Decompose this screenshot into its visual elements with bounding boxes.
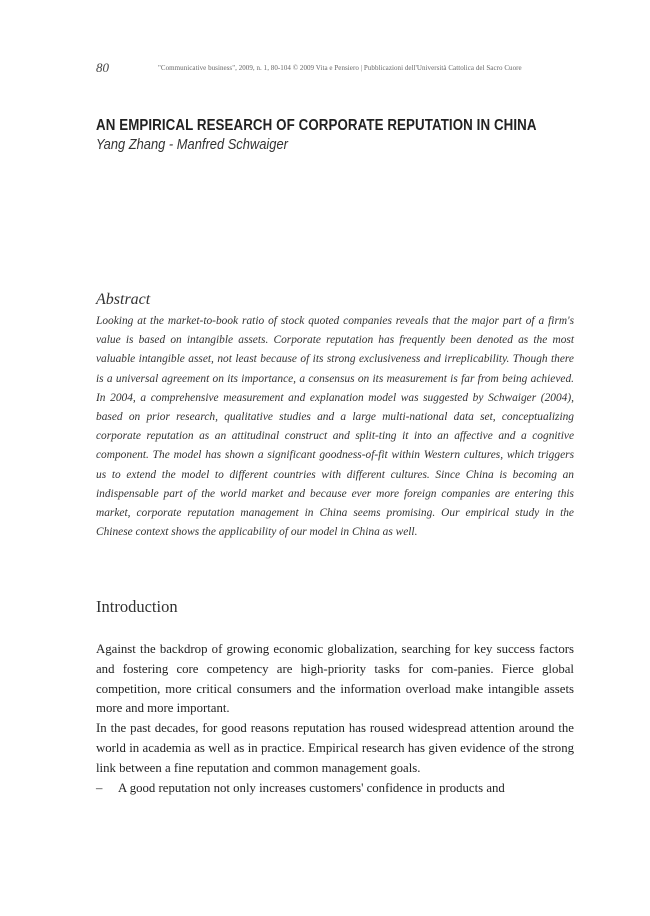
introduction-heading: Introduction [96,597,178,616]
abstract-heading: Abstract [96,291,151,308]
bullet-dash: – [96,780,103,795]
bullet-text: A good reputation not only increases customers' confidence in products and [118,780,505,795]
article-title: AN EMPIRICAL RESEARCH OF CORPORATE REPUTATION IN CHINA [96,117,537,134]
abstract-text: Looking at the market-to-book ratio of stock quoted companies reveals that the major part of a firm's value is based on intangible assets. Corporate reputation has frequently been denoted as the most valuable intangible asset, not least because of its strong exclusiveness and irreplicability. Though there is a universal agreement on its importance, a consensus on its measurement is far from being achieved. In 2004, a comprehensive measurement and explanation model was suggested by Schwaiger (2004), based on prior research, qualitative studies and a large multi-national data set, conceptualizing corporate reputation as an attitudinal construct and split-ting it into an affective and a cognitive component. The model has shown a significant goodness-of-fit within Western cultures, which triggers us to extend the model to different countries with different cultures. Since China is becoming an indispensable part of the world market and because ever more foreign companies are entering this market, corporate reputation management in China seems promising. Our empirical study in the Chinese context shows the applicability of our model in China as well. [96,315,574,539]
page-number: 80 [96,60,109,75]
page-header [96,60,576,80]
introduction-paragraph: Against the backdrop of growing economic globalization, searching for key success factors and fostering core competency are high-priority tasks for com-panies. Fierce global competition, more critical consumers and the information overload make intangible assets more and more important. [96,642,574,716]
running-head: "Communicative business", 2009, n. 1, 80-104 © 2009 Vita e Pensiero | Pubblicazioni dell'Università Cattolica del Sacro Cuore [158,64,522,72]
introduction-paragraph: In the past decades, for good reasons reputation has roused widespread attention around the world in academia as well as in practice. Empirical research has given evidence of the strong link between a fine reputation and common management goals. [96,721,574,775]
article-authors: Yang Zhang - Manfred Schwaiger [96,136,288,153]
introduction-body [96,640,574,798]
bullet-item [96,779,574,799]
